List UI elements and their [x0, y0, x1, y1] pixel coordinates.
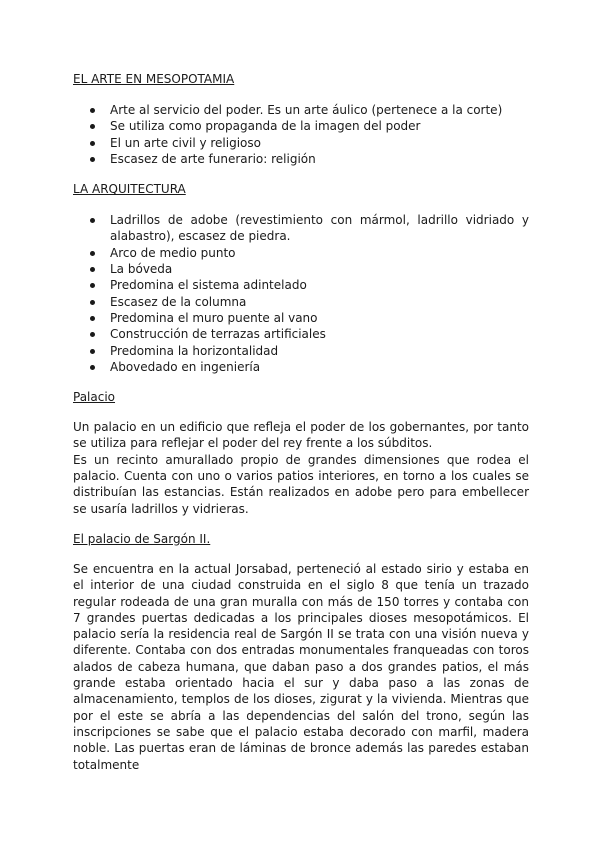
document-page — [73, 70, 529, 773]
section-title-palacio-sargon: El palacio de Sargón II. — [73, 531, 211, 546]
list-item: Predomina el sistema adintelado — [73, 277, 529, 293]
list-item: El un arte civil y religioso — [73, 135, 529, 151]
list-item: Arco de medio punto — [73, 245, 529, 261]
palacio-body — [73, 419, 529, 517]
list-item: Abovedado en ingeniería — [73, 359, 529, 375]
section-title-arquitectura: LA ARQUITECTURA — [73, 182, 186, 197]
list-item: Predomina la horizontalidad — [73, 343, 529, 359]
list-item: La bóveda — [73, 261, 529, 277]
list-item: Escasez de arte funerario: religión — [73, 151, 529, 167]
arquitectura-list — [73, 212, 529, 375]
section-title-palacio: Palacio — [73, 390, 116, 405]
list-item: Construcción de terrazas artificiales — [73, 326, 529, 342]
arte-characteristics-list — [73, 102, 529, 167]
list-item: Ladrillos de adobe (revestimiento con mármol, ladrillo vidriado y alabastro), escasez de piedra. — [73, 212, 529, 245]
list-item: Se utiliza como propaganda de la imagen del poder — [73, 118, 529, 134]
paragraph: Un palacio en un edificio que refleja el poder de los gobernantes, por tanto se utiliza para reflejar el poder del rey frente a los súbditos. — [73, 420, 529, 451]
list-item: Predomina el muro puente al vano — [73, 310, 529, 326]
list-item: Arte al servicio del poder. Es un arte áulico (pertenece a la corte) — [73, 102, 529, 118]
paragraph: Se encuentra en la actual Jorsabad, perteneció al estado sirio y estaba en el interior de una ciudad construida en el siglo 8 que tenía un trazado regular rodeada de una gran muralla con más de 150 torres y contaba con 7 grandes puertas dedicadas a los principales dioses mesopotámicos. El palacio sería la residencia real de Sargón II se trata con una visión nueva y diferente. Contaba con dos entradas monumentales franqueadas con toros alados de cabeza humana, que daban paso a dos grandes patios, el más grande estaba orientado hacia el sur y daba paso a las zonas de almacenamiento, templos de los dioses, zigurat y la vivienda. Mientras que por el este se abría a las dependencias del salón del trono, según las inscripciones se sabe que el palacio estaba decorado con marfil, madera noble. Las puertas eran de láminas de bronce además las paredes estaban totalmente — [73, 561, 529, 772]
section-title-arte-mesopotamia: EL ARTE EN MESOPOTAMIA — [73, 72, 235, 86]
paragraph: Es un recinto amurallado propio de grandes dimensiones que rodea el palacio. Cuenta con uno o varios patios interiores, en torno a los cuales se distribuían las estancias. Están realizados en adobe pero para embellecer se usaría ladrillos y vidrieras. — [73, 452, 529, 516]
list-item: Escasez de la columna — [73, 294, 529, 310]
palacio-sargon-body — [73, 561, 529, 773]
